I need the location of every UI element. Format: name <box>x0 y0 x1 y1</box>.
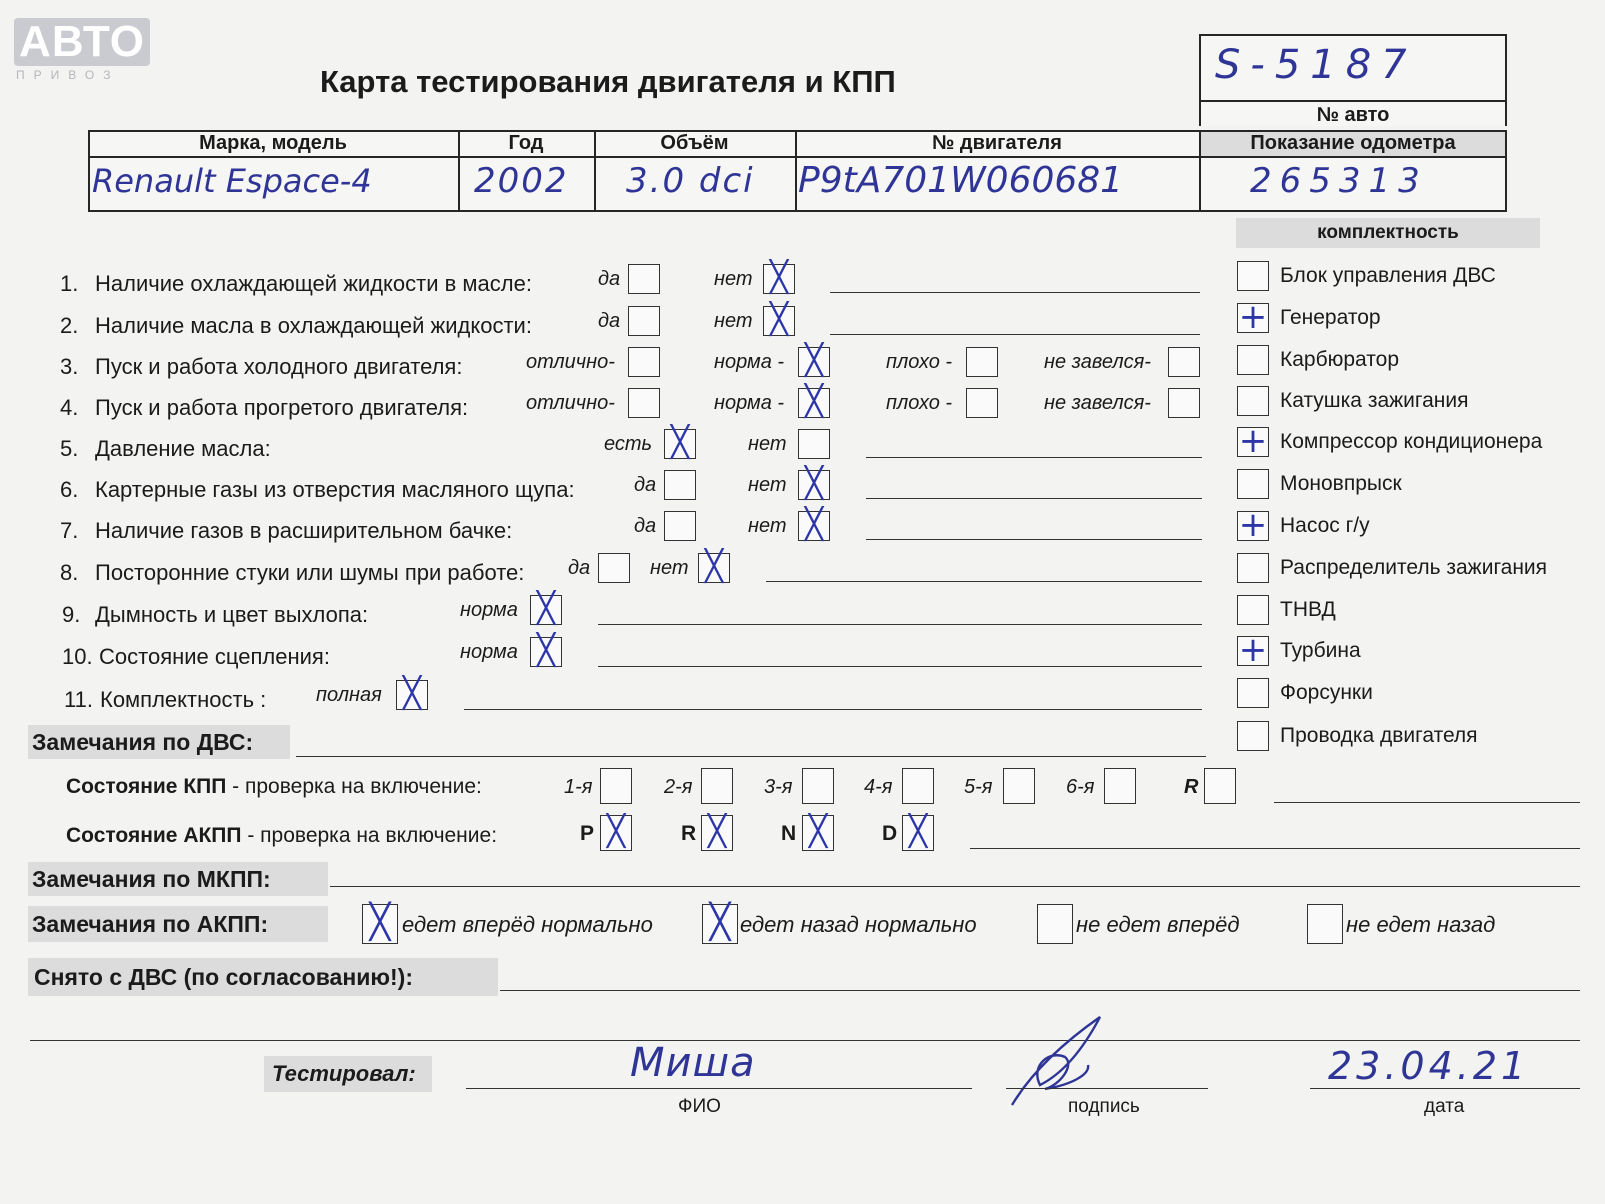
mode-label: N <box>781 822 797 845</box>
fill-line <box>1274 802 1580 803</box>
value-odometer: 265313 <box>1250 161 1428 201</box>
name-caption: ФИО <box>678 1096 721 1117</box>
automatic-gearbox-title: Состояние АКПП <box>66 824 242 847</box>
gear-checkbox-r[interactable] <box>1204 768 1236 804</box>
gear-checkbox-2[interactable] <box>701 768 733 804</box>
kit-label: Турбина <box>1280 639 1361 662</box>
kit-label: Карбюратор <box>1280 348 1400 371</box>
tested-by-label: Тестировал: <box>264 1056 432 1092</box>
plus-mark-icon: + <box>1238 297 1268 337</box>
plus-mark-icon: + <box>1238 505 1268 545</box>
check-mark-icon: ╳ <box>769 260 789 295</box>
checkbox-row4-bad[interactable] <box>966 388 998 418</box>
header-make-model: Марка, модель <box>199 132 347 154</box>
check-mark-icon: ╳ <box>536 633 556 668</box>
automatic-gearbox-label <box>66 824 497 848</box>
option-label: не завелся- <box>1044 351 1151 373</box>
test-date: 23.04.21 <box>1328 1044 1530 1088</box>
auto-number-value: S-5187 <box>1215 42 1417 88</box>
option-label: да <box>568 557 591 579</box>
gear-checkbox-3[interactable] <box>802 768 834 804</box>
kit-label: Моновпрыск <box>1280 472 1402 495</box>
mode-label: P <box>580 822 595 845</box>
checkbox-row3-no-start[interactable] <box>1168 347 1200 377</box>
check-mark-icon: ╳ <box>804 466 824 501</box>
kit-label: Форсунки <box>1280 681 1373 704</box>
checkbox-row6-yes[interactable] <box>664 470 696 500</box>
row-text: Картерные газы из отверстия масляного щупа: <box>95 477 575 502</box>
fill-line <box>1310 1088 1580 1089</box>
logo-subtitle: ПРИВОЗ <box>16 68 120 82</box>
kit-checkbox[interactable] <box>1237 261 1269 291</box>
checkbox-row2-yes[interactable] <box>628 306 660 336</box>
remarks-manual-label: Замечания по МКПП: <box>28 862 328 896</box>
date-caption: дата <box>1424 1096 1465 1117</box>
checkbox-row8-yes[interactable] <box>598 553 630 583</box>
akpp-no-backward-checkbox[interactable] <box>1307 904 1343 944</box>
fill-line <box>464 709 1202 710</box>
checkbox-row4-excellent[interactable] <box>628 388 660 418</box>
gear-checkbox-1[interactable] <box>600 768 632 804</box>
akpp-option-label: не едет назад <box>1346 912 1496 937</box>
check-mark-icon: ╳ <box>369 902 391 942</box>
automatic-gearbox-subtitle: - проверка на включение: <box>241 824 498 847</box>
remarks-engine-label: Замечания по ДВС: <box>28 725 290 759</box>
fill-line <box>598 624 1202 625</box>
kit-label: ТНВД <box>1280 598 1336 621</box>
fill-line <box>766 581 1202 582</box>
akpp-option-label: едет назад нормально <box>740 912 977 937</box>
mode-label: R <box>681 822 697 845</box>
fill-line <box>866 457 1202 458</box>
gear-label: R <box>1184 776 1199 798</box>
auto-number-box <box>1199 34 1507 126</box>
fill-line <box>30 1040 1580 1041</box>
row-number: 10. <box>62 644 93 669</box>
check-mark-icon: ╳ <box>769 302 789 337</box>
akpp-option-label: едет вперёд нормально <box>402 912 653 937</box>
row-text: Давление масла: <box>95 436 271 461</box>
check-mark-icon: ╳ <box>804 343 824 378</box>
fill-line <box>330 886 1580 887</box>
fill-line <box>866 498 1202 499</box>
option-label: норма <box>460 641 518 663</box>
gear-checkbox-4[interactable] <box>902 768 934 804</box>
gear-checkbox-5[interactable] <box>1003 768 1035 804</box>
row-number: 9. <box>62 602 81 627</box>
kit-label: Генератор <box>1280 306 1381 329</box>
kit-label: Насос г/у <box>1280 514 1370 537</box>
kit-checkbox[interactable] <box>1237 595 1269 625</box>
mode-label: D <box>882 822 898 845</box>
option-label: норма - <box>714 351 785 373</box>
row-number: 1. <box>60 271 79 296</box>
option-label: нет <box>748 433 787 455</box>
row-number: 4. <box>60 395 79 420</box>
value-make-model: Renault Espace-4 <box>92 162 372 200</box>
row-number: 8. <box>60 560 79 585</box>
fill-line <box>500 990 1580 991</box>
check-mark-icon: ╳ <box>707 814 727 849</box>
option-label: норма <box>460 599 518 621</box>
avtoprivoz-logo: АВТО <box>14 18 150 66</box>
option-label: да <box>634 474 657 496</box>
document-title: Карта тестирования двигателя и КПП <box>320 64 896 99</box>
check-mark-icon: ╳ <box>804 507 824 542</box>
row-text: Комплектность : <box>100 687 267 712</box>
gear-label: 3-я <box>764 776 793 798</box>
gear-label: 4-я <box>864 776 893 798</box>
row-number: 2. <box>60 313 79 338</box>
option-label: нет <box>748 474 787 496</box>
header-volume: Объём <box>660 132 729 154</box>
gear-checkbox-6[interactable] <box>1104 768 1136 804</box>
gear-label: 6-я <box>1066 776 1095 798</box>
kit-checkbox[interactable] <box>1237 553 1269 583</box>
option-label: норма - <box>714 392 785 414</box>
fill-line <box>830 292 1200 293</box>
gear-label: 2-я <box>664 776 693 798</box>
fill-line <box>866 539 1202 540</box>
check-mark-icon: ╳ <box>536 591 556 626</box>
row-text: Пуск и работа холодного двигателя: <box>95 354 463 379</box>
check-mark-icon: ╳ <box>804 384 824 419</box>
check-mark-icon: ╳ <box>704 549 724 584</box>
gear-label: 1-я <box>564 776 593 798</box>
tester-name: Миша <box>630 1040 756 1086</box>
option-label: плохо - <box>886 351 953 373</box>
row-text: Наличие охлаждающей жидкости в масле: <box>95 271 532 296</box>
value-volume: 3.0 dci <box>626 161 755 201</box>
auto-number-label: № авто <box>1201 100 1505 128</box>
option-label: отлично- <box>526 351 615 373</box>
manual-gearbox-title: Состояние КПП <box>66 775 227 798</box>
row-text: Пуск и работа прогретого двигателя: <box>95 395 469 420</box>
kit-checkbox[interactable] <box>1237 721 1269 751</box>
akpp-option-label: не едет вперёд <box>1076 912 1240 937</box>
check-mark-icon: ╳ <box>606 814 626 849</box>
option-label: нет <box>714 268 753 290</box>
plus-mark-icon: + <box>1238 421 1268 461</box>
check-mark-icon: ╳ <box>402 676 422 711</box>
kit-title: комплектность <box>1236 218 1540 248</box>
fill-line <box>1006 1088 1208 1089</box>
kit-label: Катушка зажигания <box>1280 389 1469 412</box>
option-label: не завелся- <box>1044 392 1151 414</box>
kit-checkbox[interactable] <box>1237 469 1269 499</box>
checkbox-row4-no-start[interactable] <box>1168 388 1200 418</box>
option-label: да <box>634 515 657 537</box>
row-text: Состояние сцепления: <box>99 644 330 669</box>
row-number: 7. <box>60 518 79 543</box>
value-year: 2002 <box>474 161 569 201</box>
row-number: 11. <box>64 687 93 712</box>
option-label: полная <box>316 684 382 706</box>
checkbox-row3-bad[interactable] <box>966 347 998 377</box>
check-mark-icon: ╳ <box>670 425 690 460</box>
option-label: плохо - <box>886 392 953 414</box>
manual-gearbox-label <box>66 775 482 799</box>
akpp-no-forward-checkbox[interactable] <box>1037 904 1073 944</box>
kit-checkbox[interactable] <box>1237 678 1269 708</box>
checkbox-row7-yes[interactable] <box>664 511 696 541</box>
row-number: 3. <box>60 354 79 379</box>
row-text: Наличие газов в расширительном бачке: <box>95 518 513 543</box>
option-label: есть <box>604 433 653 455</box>
fill-line <box>970 848 1580 849</box>
remarks-automatic-label: Замечания по АКПП: <box>28 906 328 942</box>
fill-line <box>598 666 1202 667</box>
kit-checkbox[interactable] <box>1237 386 1269 416</box>
check-mark-icon: ╳ <box>709 902 731 942</box>
header-odometer: Показание одометра <box>1250 132 1456 154</box>
row-number: 6. <box>60 477 79 502</box>
option-label: нет <box>714 310 753 332</box>
kit-label: Компрессор кондиционера <box>1280 430 1543 453</box>
signature-caption: подпись <box>1068 1096 1140 1117</box>
plus-mark-icon: + <box>1238 630 1268 670</box>
kit-label: Блок управления ДВС <box>1280 264 1496 287</box>
fill-line <box>830 334 1200 335</box>
fill-line <box>466 1088 972 1089</box>
fill-line <box>296 756 1206 757</box>
gear-label: 5-я <box>964 776 993 798</box>
kit-checkbox[interactable] <box>1237 345 1269 375</box>
check-mark-icon: ╳ <box>808 814 828 849</box>
row-text: Наличие масла в охлаждающей жидкости: <box>95 313 532 338</box>
header-year: Год <box>508 132 544 154</box>
check-mark-icon: ╳ <box>908 814 928 849</box>
removed-parts-label: Снято с ДВС (по согласованию!): <box>28 958 498 996</box>
row-text: Дымность и цвет выхлопа: <box>95 602 369 627</box>
kit-label: Распределитель зажигания <box>1280 556 1548 579</box>
option-label: да <box>598 268 621 290</box>
option-label: нет <box>748 515 787 537</box>
row-number: 5. <box>60 436 79 461</box>
header-engine-no: № двигателя <box>932 132 1062 154</box>
option-label: отлично- <box>526 392 615 414</box>
checkbox-row1-yes[interactable] <box>628 264 660 294</box>
option-label: нет <box>650 557 689 579</box>
manual-gearbox-subtitle: - проверка на включение: <box>226 775 482 798</box>
checkbox-row5-absent[interactable] <box>798 429 830 459</box>
checkbox-row3-excellent[interactable] <box>628 347 660 377</box>
value-engine-no: P9tA701W060681 <box>798 160 1124 201</box>
row-text: Посторонние стуки или шумы при работе: <box>95 560 525 585</box>
option-label: да <box>598 310 621 332</box>
kit-label: Проводка двигателя <box>1280 724 1478 747</box>
